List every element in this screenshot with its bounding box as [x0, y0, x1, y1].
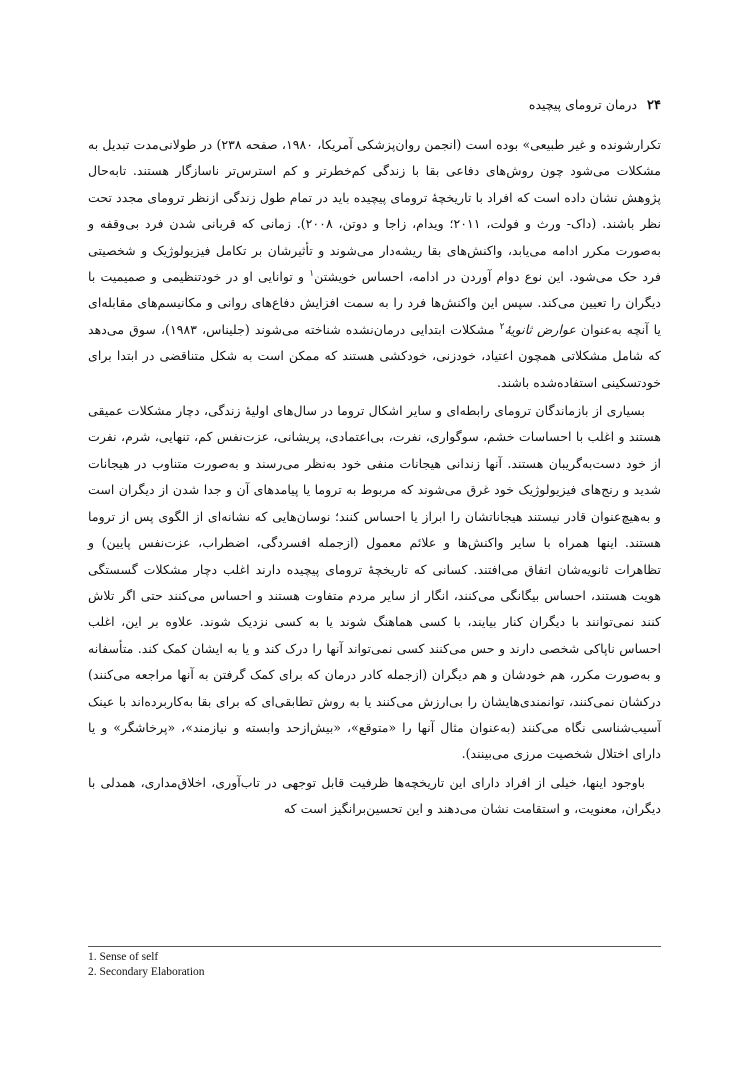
footnote-2: 2. Secondary Elaboration: [88, 965, 205, 978]
footnote-1: 1. Sense of self: [88, 951, 159, 963]
paragraph-1-part-c: مشکلات ابتدایی درمان‌نشده شناخته می‌شوند (جلیناس، ۱۹۸۳)، سوق می‌دهد که شامل مشکلاتی همچون اعتیاد، خودزنی، خودکشی هستند که ممکن است به شکل متناقضی در ابتدا برای خودتسکینی استفاده‌شده باشند.: [88, 321, 661, 390]
paragraph-1: [88, 132, 661, 396]
page-header: [529, 97, 661, 113]
paragraph-2: بسیاری از بازماندگان ترومای رابطه‌ای و سایر اشکال تروما در سال‌های اولیهٔ زندگی، دچار مشکلات عمیقی هستند و اغلب با احساسات خشم، سوگواری، نفرت، بی‌اعتمادی، پریشانی، عزت‌نفس کم، تنهایی، شرم، نفرت از خود دست‌به‌گریبان هستند. آنها زندانی هیجانات منفی خود به‌نظر می‌رسند و به‌صورت متناوب در هیجانات شدید و رنج‌های فیزیولوژیک خود غرق می‌شوند که مربوط به تروما یا پیامدهای آن و جدا شدن از دیگران است و به‌هیچ‌عنوان قادر نیستند هیجاناتشان را ابراز یا احساس کنند؛ نوسان‌هایی که نشانه‌ای از الگوی پس از تروما هستند. اینها همراه با سایر واکنش‌ها و علائم معمول (ازجمله افسردگی، اضطراب، عزت‌نفس پایین) و تظاهرات ثانویه‌شان اتفاق می‌افتند. کسانی که تاریخچهٔ ترومای پیچیده دارند اغلب دچار مشکلات گسستگی هویت هستند، احساس بیگانگی می‌کنند، انگار از سایر مردم متفاوت هستند و احساس می‌کنند حتی اگر تلاش کنند نمی‌توانند با دیگران کنار بیایند، با کسی هماهنگ شوند یا به کسی نزدیک شوند. علاوه بر این، اغلب احساس ناپاکی شخصی دارند و حس می‌کنند کسی نمی‌تواند آنها را درک کند و یا به ایشان کمک کند. متأسفانه و به‌صورت مکرر، هم خودشان و هم دیگران (ازجمله کادر درمان که برای کمک گرفتن به آنها مراجعه می‌کنند) درکشان نمی‌کنند، توانمندی‌هایشان را بی‌ارزش می‌کنند یا به روش تطابقی‌ای که برای بقا به‌کاربرده‌اند با عینک آسیب‌شناسی نگاه می‌کنند (به‌عنوان مثال آنها را «متوقع»، «بیش‌ازحد وابسته و نیازمند»، «پرخاشگر» و یا دارای اختلال شخصیت مرزی می‌بینند).: [88, 403, 661, 762]
footnotes: [88, 950, 205, 979]
page-number: ۲۴: [647, 98, 661, 113]
body-text: [88, 132, 661, 825]
running-title: درمان ترومای پیچیده: [528, 97, 638, 112]
paragraph-1-part-a: تکرارشونده و غیر طبیعی» بوده است (انجمن روان‌پزشکی آمریکا، ۱۹۸۰، صفحه ۲۳۸) در طولانی‌مدت تبدیل به مشکلات می‌شود چون روش‌های دفاعی بقا با زندگی کم‌خطرتر و کم استرس‌تر ناسازگار هستند. تابه‌حال پژوهش نشان داده است که افراد با تاریخچهٔ ترومای پیچیده باید در تمام طول زندگی ازنظر ترومای مجدد تحت نظر باشند. (داک- ورث و فولت، ۲۰۱۱؛ ویدام، زاجا و دوتن، ۲۰۰۸). زمانی که قربانی شدن فرد بی‌وقفه و به‌صورت مکرر ادامه می‌یابد، واکنش‌های بقا ریشه‌دار می‌شوند و تأثیرشان بر تکامل فیزیولوژیک و شخصیتی فرد حک می‌شود. این نوع دوام آوردن در ادامه، احساس خویشتن: [88, 137, 661, 285]
paragraph-3: باوجود اینها، خیلی از افراد دارای این تاریخچه‌ها ظرفیت قابل توجهی در تاب‌آوری، اخلاق‌مداری، همدلی با دیگران، معنویت، و استقامت نشان می‌دهند و این تحسین‌برانگیز است که: [88, 774, 661, 817]
italic-term: عوارض ثانویهٔ: [504, 321, 576, 337]
footnote-ref-1: ۱: [309, 268, 315, 279]
footnote-ref-2: ۲: [499, 321, 505, 332]
paragraph-1-part-b: و توانایی او در خودتنظیمی و صمیمیت با دیگران را تعیین می‌کند. سپس این واکنش‌ها فرد را به سمت افزایش دفاع‌های روانی و مکانیسم‌های مقابله‌ای یا آنچه به‌عنوان: [88, 269, 662, 337]
footnote-divider: [88, 946, 661, 947]
